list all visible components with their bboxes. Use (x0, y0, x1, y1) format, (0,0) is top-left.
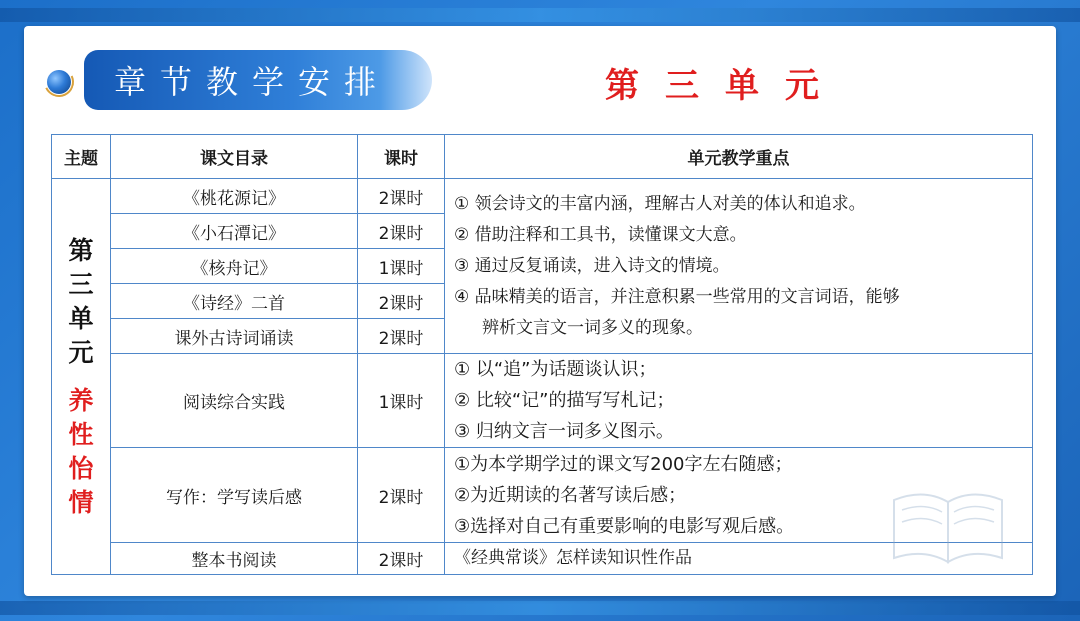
lesson-hours: 1课时 (358, 249, 445, 284)
logo-sphere-icon (47, 70, 71, 94)
focus-line: ① 领会诗文的丰富内涵，理解古人对美的体认和追求。 (454, 193, 866, 214)
focus-line: ③ 通过反复诵读，进入诗文的情境。 (454, 255, 730, 276)
theme-char: 怡 (68, 453, 94, 483)
lesson-hours: 2课时 (358, 179, 445, 214)
header-lesson: 课文目录 (111, 135, 358, 179)
lesson-title: 《诗经》二首 (111, 284, 358, 319)
topic-char: 元 (68, 337, 94, 367)
focus-line: ② 比较“记”的描写写札记； (454, 390, 675, 411)
theme-char: 养 (68, 385, 94, 415)
focus-line: ②为近期读的名著写读后感； (454, 484, 687, 506)
topic-cell (52, 179, 111, 575)
focus-line: ① 以“追”为话题谈认识； (454, 359, 657, 380)
focus-cell-book: 《经典常谈》怎样读知识性作品 (445, 543, 1033, 575)
top-stripe (0, 8, 1080, 22)
lesson-title: 整本书阅读 (111, 543, 358, 575)
theme-char: 性 (68, 419, 94, 449)
focus-line: ③选择对自己有重要影响的电影写观后感。 (454, 515, 795, 537)
focus-line: ② 借助注释和工具书，读懂课文大意。 (454, 224, 747, 245)
open-book-icon (884, 470, 1014, 570)
lesson-hours: 2课时 (358, 214, 445, 249)
header-focus: 单元教学重点 (445, 135, 1033, 179)
table-header-row (52, 135, 1033, 179)
focus-line: ①为本学期学过的课文写200字左右随感； (454, 453, 793, 475)
table-row (52, 354, 1033, 448)
focus-cell-reading (445, 354, 1033, 448)
lesson-title: 《小石潭记》 (111, 214, 358, 249)
focus-cell-main (445, 179, 1033, 354)
lesson-hours: 2课时 (358, 319, 445, 354)
unit-heading: 第三单元 (605, 66, 845, 106)
bottom-stripe (0, 601, 1080, 615)
title-banner (84, 50, 432, 110)
topic-char: 第 (68, 235, 94, 265)
lesson-title: 《核舟记》 (111, 249, 358, 284)
table-row (52, 179, 1033, 214)
focus-line: ③ 归纳文言一词多义图示。 (454, 421, 674, 442)
topic-char: 单 (68, 303, 94, 333)
lesson-hours: 2课时 (358, 448, 445, 543)
header-topic: 主题 (52, 135, 111, 179)
lesson-title: 阅读综合实践 (111, 354, 358, 448)
lesson-title: 课外古诗词诵读 (111, 319, 358, 354)
banner-title: 章节教学安排 (114, 63, 391, 101)
lesson-title: 写作：学写读后感 (111, 448, 358, 543)
header-hours: 课时 (358, 135, 445, 179)
lesson-hours: 2课时 (358, 543, 445, 575)
focus-line: ④ 品味精美的语言，并注意积累一些常用的文言词语，能够 (454, 286, 900, 307)
focus-line: 辨析文言文一词多义的现象。 (482, 317, 703, 338)
lesson-hours: 1课时 (358, 354, 445, 448)
lesson-hours: 2课时 (358, 284, 445, 319)
theme-char: 情 (68, 487, 94, 517)
lesson-title: 《桃花源记》 (111, 179, 358, 214)
topic-char: 三 (68, 269, 94, 299)
